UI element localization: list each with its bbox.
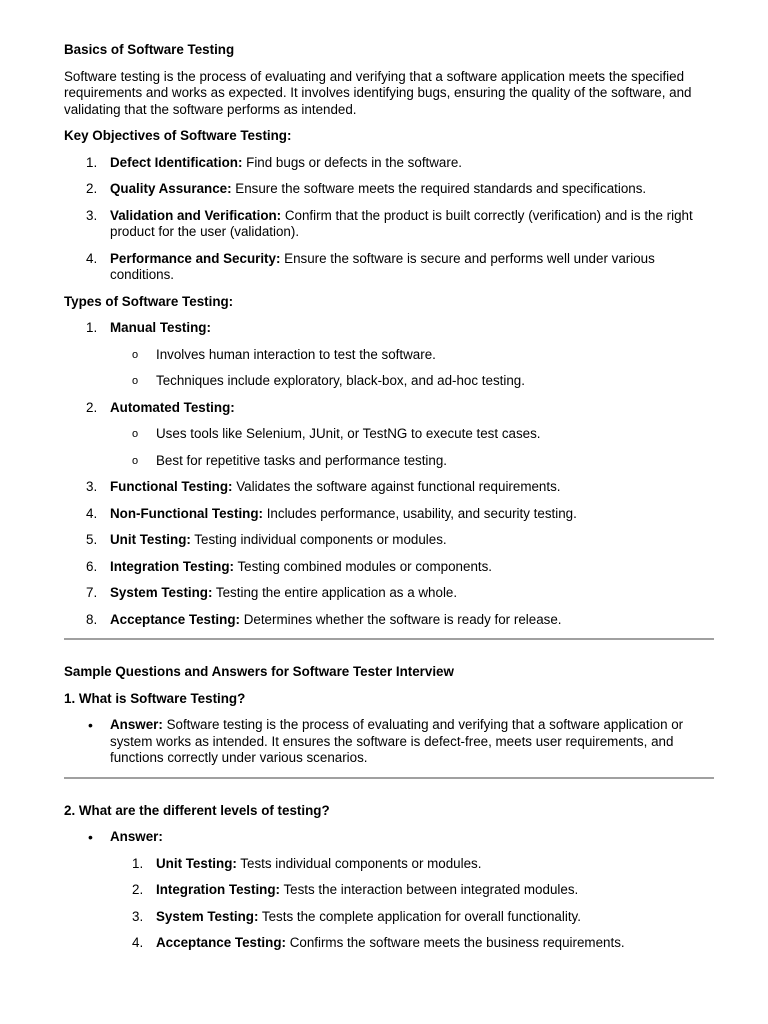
list-number: 2. xyxy=(132,882,144,897)
item-text: Find bugs or defects in the software. xyxy=(242,154,463,170)
list-item xyxy=(64,559,714,576)
item-label: Acceptance Testing: xyxy=(156,935,286,950)
answer-text: Software testing is the process of evaluating and verifying that a software application or system works as intended. It ensures the software is defect-free, meets user requirements, and functions correctly under various scenarios. xyxy=(110,717,684,765)
item-text: Tests the interaction between integrated modules. xyxy=(279,882,579,897)
sub-list xyxy=(110,347,714,390)
answer-list xyxy=(64,829,714,952)
item-label: Acceptance Testing: xyxy=(110,611,240,627)
list-item xyxy=(110,856,714,873)
sub-list-item xyxy=(110,453,714,470)
item-text: Tests the complete application for overall functionality. xyxy=(258,908,581,924)
list-number: 2. xyxy=(86,399,98,415)
qa-heading: Sample Questions and Answers for Software Tester Interview xyxy=(64,664,454,679)
answer-label: Answer: xyxy=(110,829,163,844)
item-label: Unit Testing: xyxy=(156,855,237,871)
list-item xyxy=(64,208,714,241)
list-item xyxy=(110,935,714,952)
bullet-dot: • xyxy=(88,717,93,733)
list-item xyxy=(64,400,714,470)
divider xyxy=(64,777,714,779)
item-label: Defect Identification: xyxy=(110,154,243,170)
item-label: Non-Functional Testing: xyxy=(110,505,263,521)
types-heading: Types of Software Testing: xyxy=(64,293,234,309)
sub-list-item xyxy=(110,347,714,364)
sub-item-text: Uses tools like Selenium, JUnit, or TestNG to execute test cases. xyxy=(156,426,541,441)
answer-item xyxy=(64,829,714,952)
circle-bullet: o xyxy=(132,375,139,387)
list-item xyxy=(64,181,714,198)
item-label: Unit Testing: xyxy=(110,532,191,547)
list-number: 4. xyxy=(86,250,98,266)
item-text: Validates the software against functional requirements. xyxy=(232,479,561,494)
list-number: 4. xyxy=(86,505,98,521)
item-text: Tests individual components or modules. xyxy=(236,855,482,871)
levels-list xyxy=(110,856,714,952)
item-label: Automated Testing: xyxy=(110,399,235,415)
sub-list-item xyxy=(110,426,714,443)
list-number: 2. xyxy=(86,181,98,196)
item-label: System Testing: xyxy=(110,585,213,600)
types-list xyxy=(64,320,714,628)
list-number: 1. xyxy=(132,855,144,871)
document-page xyxy=(64,42,714,962)
list-item xyxy=(110,909,714,926)
list-item xyxy=(110,882,714,899)
list-item xyxy=(64,320,714,390)
item-label: Manual Testing: xyxy=(110,320,211,335)
list-item xyxy=(64,532,714,549)
objectives-heading: Key Objectives of Software Testing: xyxy=(64,128,292,143)
item-text: Testing individual components or modules. xyxy=(190,532,447,547)
list-number: 1. xyxy=(86,320,98,335)
list-number: 3. xyxy=(132,908,144,924)
list-item xyxy=(64,155,714,172)
item-text: Confirm that the product is built correctly (verification) and is the right product for the user (validation). xyxy=(110,207,693,239)
answer-label: Answer: xyxy=(110,717,163,732)
item-label: Integration Testing: xyxy=(110,558,234,574)
bullet-dot: • xyxy=(88,829,93,845)
item-text: Ensure the software is secure and performs well under various conditions. xyxy=(110,250,655,282)
item-label: System Testing: xyxy=(156,908,259,924)
list-item xyxy=(64,506,714,523)
item-text: Ensure the software meets the required standards and specifications. xyxy=(231,181,647,196)
sub-list xyxy=(110,426,714,469)
sub-item-text: Best for repetitive tasks and performance testing. xyxy=(156,452,448,468)
list-item xyxy=(64,251,714,284)
question-1: 1. What is Software Testing? xyxy=(64,690,246,706)
sub-list-item xyxy=(110,373,714,390)
item-text: Testing the entire application as a whole. xyxy=(212,585,458,600)
item-text: Determines whether the software is ready for release. xyxy=(239,611,562,627)
list-number: 5. xyxy=(86,532,98,547)
section-title: Basics of Software Testing xyxy=(64,42,235,57)
question-2: 2. What are the different levels of testing? xyxy=(64,802,330,818)
list-number: 8. xyxy=(86,611,98,627)
item-label: Validation and Verification: xyxy=(110,207,282,223)
answer-list xyxy=(64,717,714,767)
sub-item-text: Involves human interaction to test the software. xyxy=(156,346,436,362)
item-label: Performance and Security: xyxy=(110,250,281,266)
list-number: 3. xyxy=(86,479,98,494)
list-number: 1. xyxy=(86,154,98,170)
item-label: Integration Testing: xyxy=(156,882,280,897)
list-item xyxy=(64,479,714,496)
item-text: Testing combined modules or components. xyxy=(233,558,493,574)
list-number: 4. xyxy=(132,935,144,950)
divider xyxy=(64,638,714,640)
intro-paragraph: Software testing is the process of evaluating and verifying that a software application meets the specified requirements and works as expected. It involves identifying bugs, ensuring the quality of the software, and validating that the software performs as intended. xyxy=(64,68,692,117)
item-text: Confirms the software meets the business requirements. xyxy=(285,935,625,950)
list-number: 6. xyxy=(86,558,98,574)
sub-item-text: Techniques include exploratory, black-box, and ad-hoc testing. xyxy=(156,373,525,388)
list-item xyxy=(64,612,714,629)
item-text: Includes performance, usability, and security testing. xyxy=(262,505,577,521)
circle-bullet: o xyxy=(132,348,139,361)
circle-bullet: o xyxy=(132,454,139,467)
circle-bullet: o xyxy=(132,428,139,440)
objectives-list xyxy=(64,155,714,284)
item-label: Functional Testing: xyxy=(110,479,233,494)
list-number: 7. xyxy=(86,585,98,600)
item-label: Quality Assurance: xyxy=(110,181,232,196)
list-item xyxy=(64,585,714,602)
list-number: 3. xyxy=(86,207,98,223)
answer-item xyxy=(64,717,714,767)
